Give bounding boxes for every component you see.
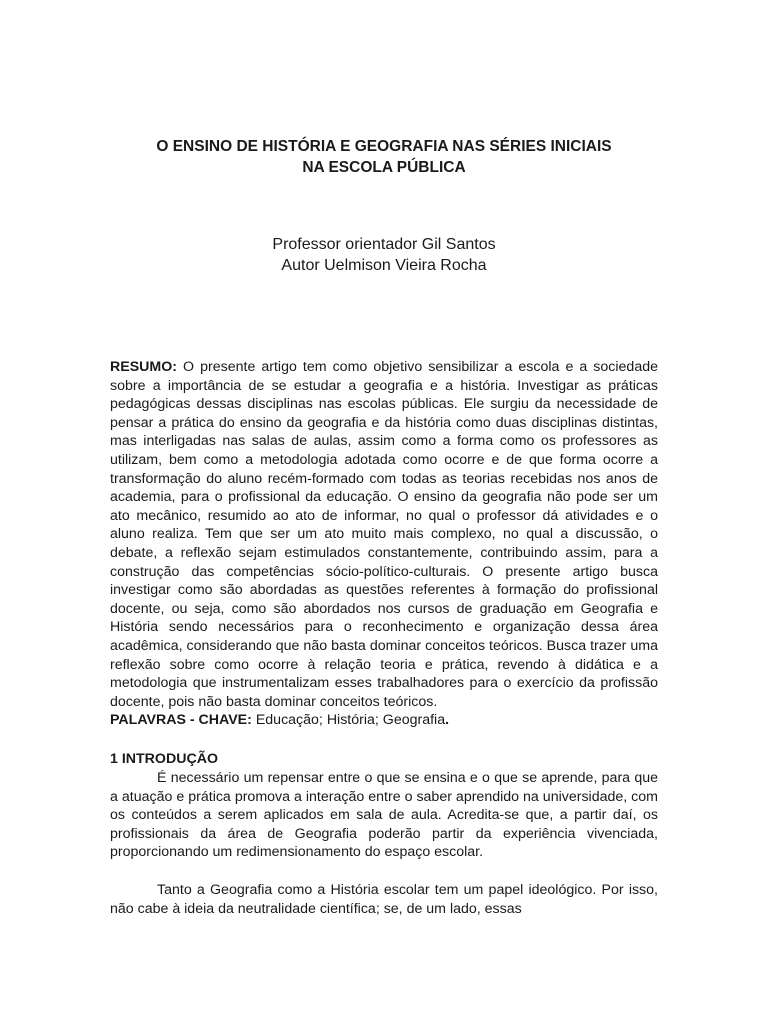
advisor-name: Professor orientador Gil Santos: [272, 236, 496, 253]
section-heading-introduction: 1 INTRODUÇÃO: [110, 751, 218, 767]
keywords-label: PALAVRAS - CHAVE:: [110, 712, 252, 728]
keywords-period: .: [445, 712, 450, 728]
intro-paragraph-1: É necessário um repensar entre o que se ensina e o que se aprende, para que a atuação e prática promova a interação entre o saber aprendido na universidade, com os conteúdos a serem aplicados em sala de aula. Acredita-se que, a partir daí, os profissionais da área de Geografia poderão partir da experiência vivenciada, proporcionando um redimensionamento do espaço escolar.: [110, 770, 658, 861]
intro-paragraph-2: Tanto a Geografia como a História escolar tem um papel ideológico. Por isso, não cabe à ideia da neutralidade científica; se, de um lado, essas: [110, 882, 658, 917]
abstract-paragraph: [110, 358, 658, 711]
author-name: Autor Uelmison Vieira Rocha: [281, 257, 487, 274]
abstract-label: RESUMO:: [110, 359, 177, 375]
document-title-line-2: NA ESCOLA PÚBLICA: [302, 159, 466, 176]
abstract-text: O presente artigo tem como objetivo sensibilizar a escola e a sociedade sobre a importância de se estudar a geografia e a história. Investigar as práticas pedagógicas dessas disciplinas nas escolas públicas. Ele surgiu da necessidade de pensar a prática do ensino da geografia e da história como duas disciplinas distintas, mas interligadas nas salas de aulas, assim como a forma como os professores as utilizam, bem como a metodologia adotada como ocorre e de que forma ocorre a transformação do aluno recém-formado com todas as teorias recebidas nos anos de academia, para o profissional da educação. O ensino da geografia não pode ser um ato mecânico, resumido ao ato de informar, no qual o professor dá atividades e o aluno realiza. Tem que ser um ato muito mais complexo, no qual a discussão, o debate, a reflexão sejam estimulados constantemente, contribuindo assim, para a construção das competências sócio-político-culturais. O presente artigo busca investigar como são abordadas as questões referentes à formação do profissional docente, ou seja, como são abordados nos cursos de graduação em Geografia e História sendo necessários para o reconhecimento e organização dessa área acadêmica, considerando que não basta dominar conceitos teóricos. Busca trazer uma reflexão sobre como ocorre à relação teoria e prática, revendo à didática e a metodologia que instrumentalizam esses trabalhadores para o exercício da profissão docente, pois não basta dominar conceitos teóricos.: [110, 359, 658, 710]
keywords-paragraph: [110, 711, 658, 730]
keywords-text: Educação; História; Geografia: [255, 712, 446, 728]
document-title-line-1: O ENSINO DE HISTÓRIA E GEOGRAFIA NAS SÉRIES INICIAIS: [156, 138, 612, 155]
